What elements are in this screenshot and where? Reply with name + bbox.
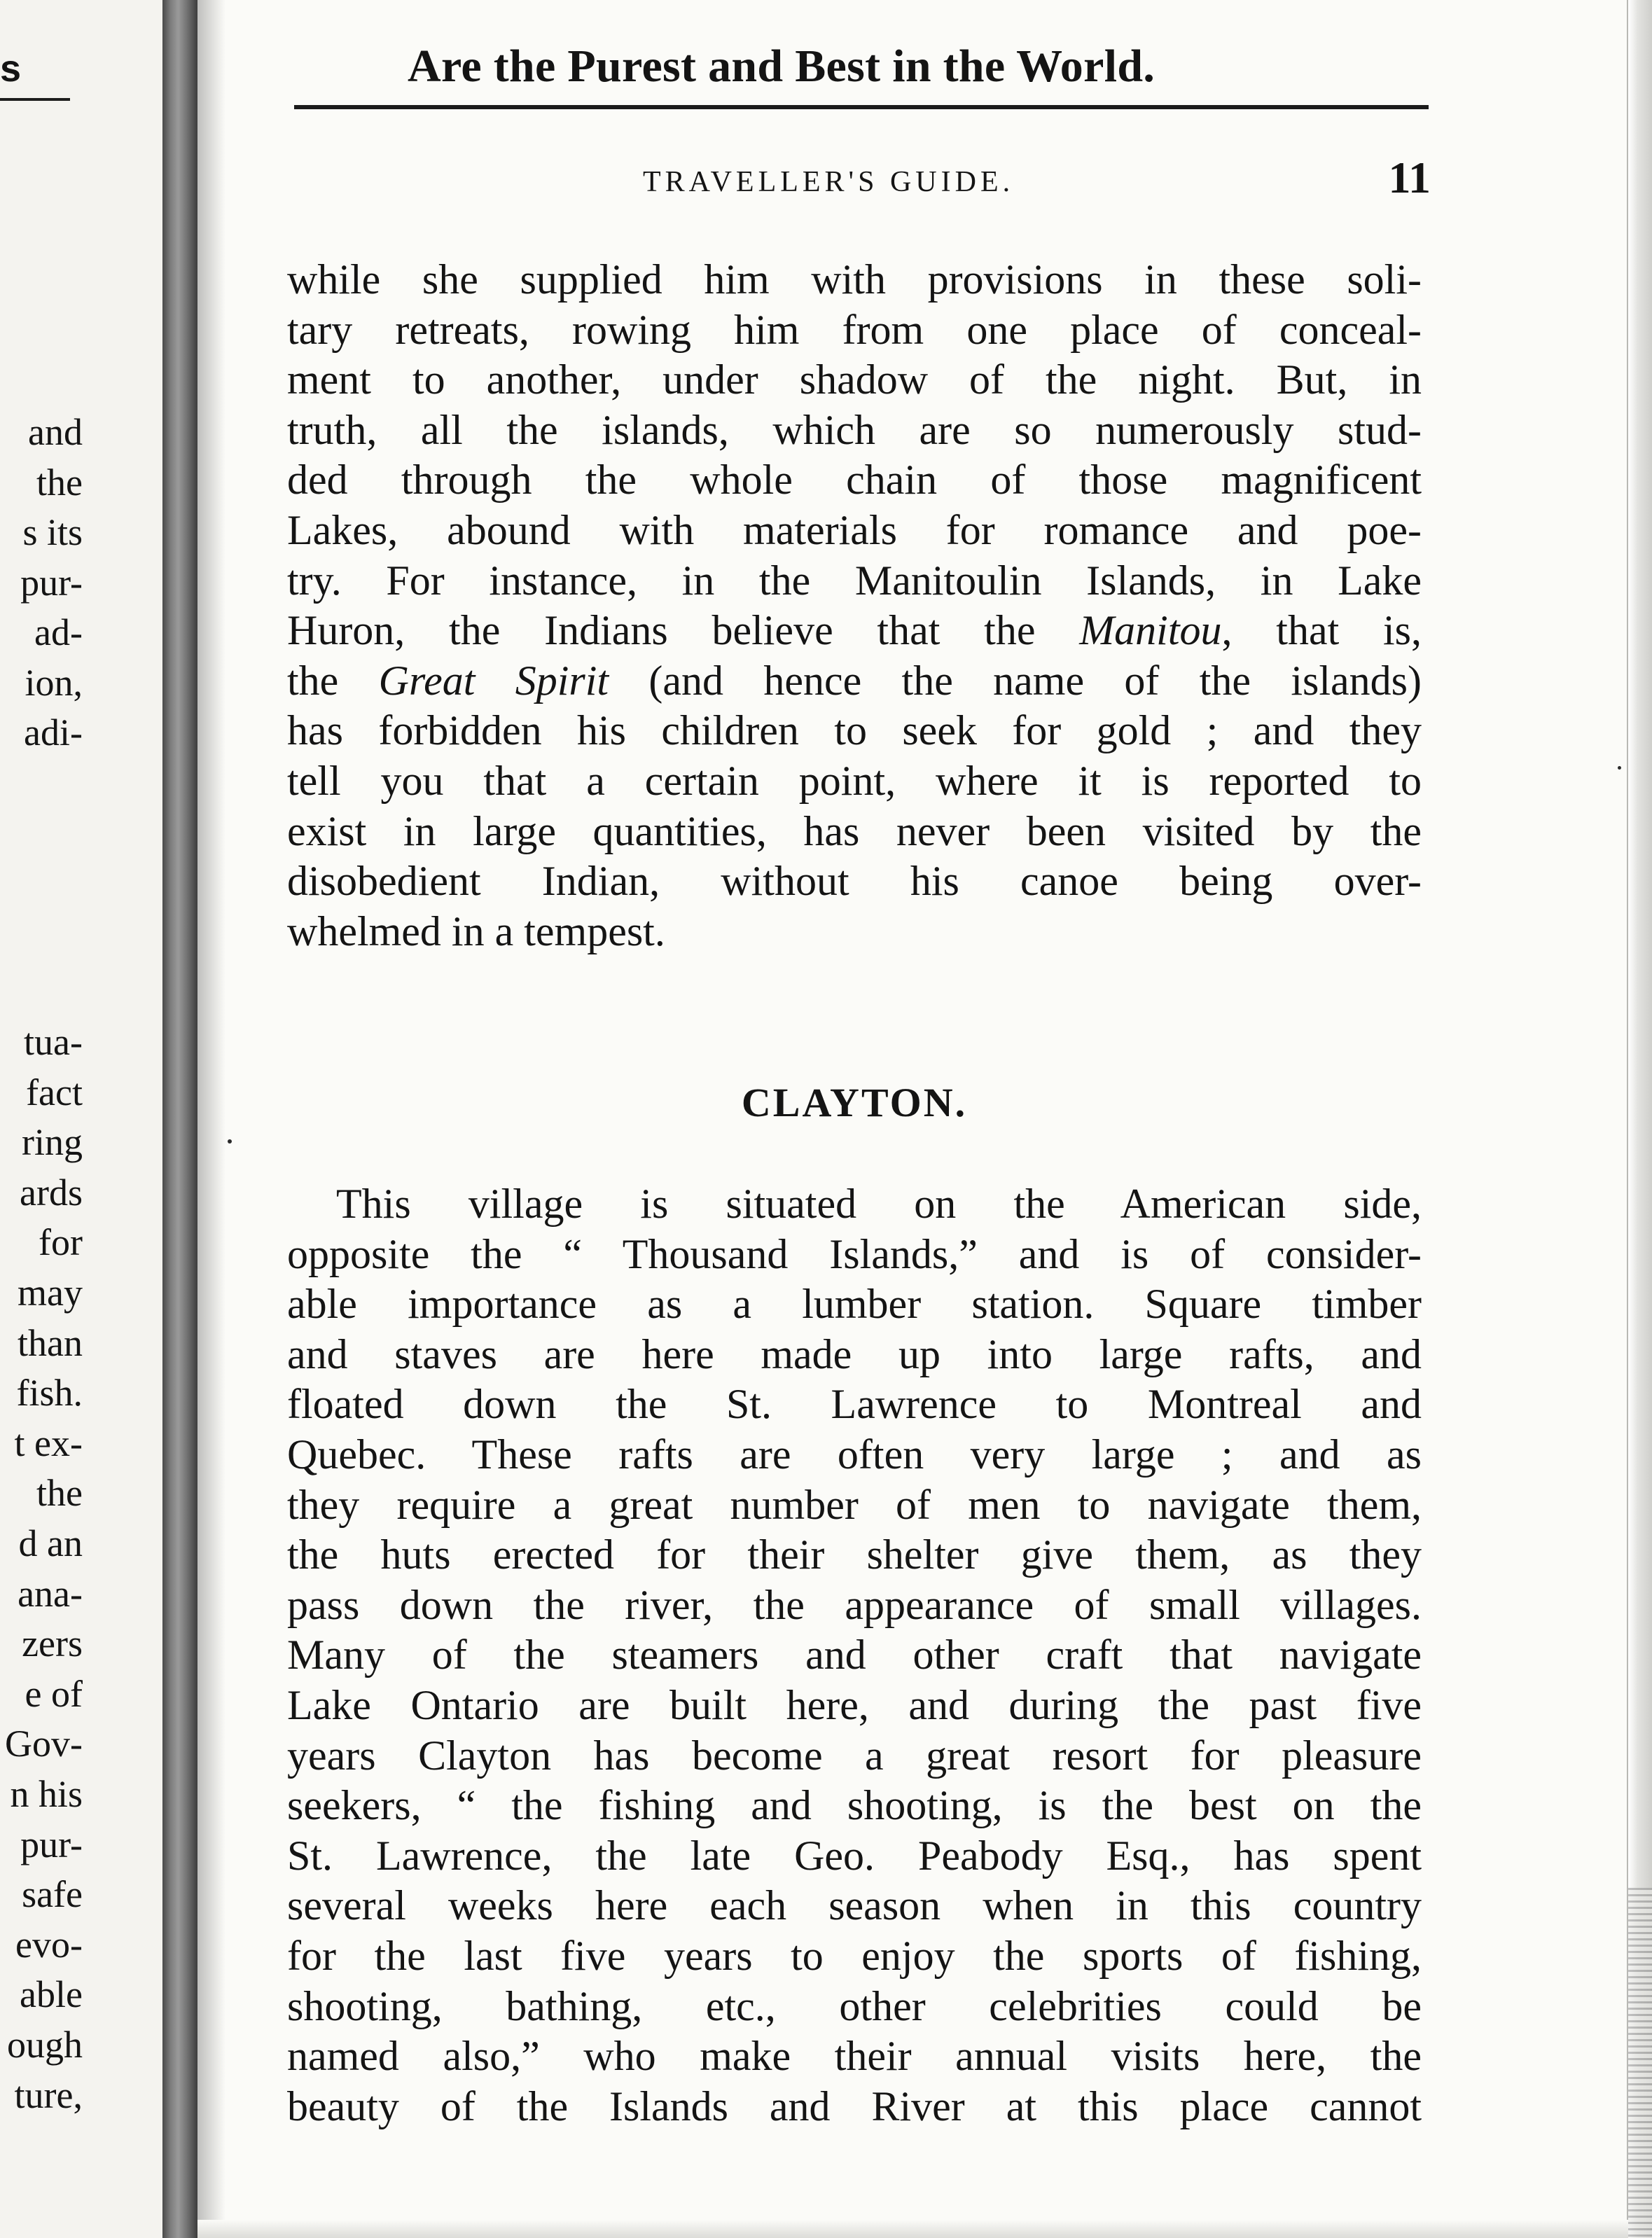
left-text-fragment: the [36, 461, 83, 503]
left-text-fragment: Gov- [5, 1723, 83, 1765]
left-text-fragment: d an [18, 1522, 83, 1564]
text-line: shooting, bathing, etc., other celebrities could be [287, 1982, 1422, 2029]
left-text-fragment: may [18, 1272, 83, 1314]
running-head: Are the Purest and Best in the World. [408, 41, 1155, 92]
italic-term-manitou: Manitou [1079, 607, 1222, 654]
text-line: tell you that a certain point, where it is reported to [287, 757, 1422, 804]
text-line: able importance as a lumber station. Square timber [287, 1281, 1422, 1328]
text-line: for the last five years to enjoy the sports of fishing, [287, 1932, 1422, 1979]
text-line: This village is situated on the American side, [336, 1181, 1422, 1227]
left-text-fragment: adi- [24, 711, 83, 753]
text-line: try. For instance, in the Manitoulin Islands, in Lake [287, 557, 1422, 604]
section-heading: CLAYTON. [741, 1080, 968, 1125]
text-line: beauty of the Islands and River at this place cannot [287, 2083, 1422, 2129]
left-text-fragment: safe [22, 1873, 83, 1916]
text-line: Many of the steamers and other craft that navigate [287, 1632, 1422, 1679]
text-line: Quebec. These rafts are often very large ; and as [287, 1431, 1422, 1478]
left-text-fragment: evo- [15, 1923, 83, 1966]
text-line: they require a great number of men to navigate them, [287, 1481, 1422, 1528]
text-line: disobedient Indian, without his canoe being over- [287, 858, 1422, 905]
left-text-fragment: ion, [25, 661, 83, 704]
italic-term-great-spirit: Great Spirit [378, 657, 609, 704]
left-text-fragment: ring [22, 1121, 83, 1164]
gutter-shadow [197, 0, 225, 2238]
text-run: , that is, [1221, 607, 1422, 654]
left-head-rule [0, 98, 70, 101]
text-line: Lake Ontario are built here, and during the past five [287, 1681, 1422, 1728]
left-text-fragment: t ex- [14, 1422, 83, 1464]
text-run: (and hence the name of the islands) [648, 657, 1422, 704]
text-line: seekers, “ the fishing and shooting, is the best on the [287, 1782, 1422, 1829]
text-line: while she supplied him with provisions in these soli- [287, 256, 1422, 303]
left-text-fragment: zers [22, 1622, 83, 1665]
left-text-fragment: tua- [24, 1021, 83, 1063]
paragraph-2 [287, 1179, 1422, 2132]
text-line-mixed [287, 606, 1422, 656]
page-stack-edge [1628, 1888, 1652, 2238]
text-line: floated down the St. Lawrence to Montreal and [287, 1381, 1422, 1428]
page-number: 11 [1388, 153, 1431, 202]
left-text-fragment: ture, [14, 2073, 83, 2116]
left-text-fragment: pur- [20, 1823, 83, 1865]
left-text-fragment: pur- [20, 561, 83, 604]
left-text-fragment: e of [25, 1672, 83, 1715]
text-line: the huts erected for their shelter give them, as they [287, 1531, 1422, 1578]
text-line: exist in large quantities, has never been visited by the [287, 807, 1422, 854]
left-text-fragment: ad- [34, 611, 83, 653]
scan-speck [1618, 766, 1621, 770]
left-text-fragment: n his [10, 1773, 83, 1815]
left-text-fragment: fact [26, 1071, 83, 1113]
left-text-fragment: and [28, 411, 83, 453]
text-line: truth, all the islands, which are so numerously stud- [287, 406, 1422, 453]
left-text-fragment: for [39, 1221, 83, 1264]
page-bottom-edge [197, 2220, 1628, 2238]
left-running-head-fragment: s [0, 48, 22, 90]
left-text-fragment: ough [7, 2024, 83, 2066]
text-line: and staves are here made up into large rafts, and [287, 1330, 1422, 1377]
text-line-mixed [287, 656, 1422, 707]
text-line: Lakes, abound with materials for romance and poe- [287, 506, 1422, 553]
scan-speck [228, 1139, 232, 1144]
text-line: whelmed in a tempest. [287, 908, 665, 954]
left-text-fragment: than [18, 1321, 83, 1364]
book-gutter [162, 0, 197, 2238]
text-line: named also,” who make their annual visits here, the [287, 2033, 1422, 2080]
left-text-fragment: ards [20, 1171, 83, 1214]
text-run: Huron, the Indians believe that the [287, 607, 1036, 654]
header-rule [294, 105, 1429, 109]
text-line: several weeks here each season when in this country [287, 1882, 1422, 1929]
text-line: St. Lawrence, the late Geo. Peabody Esq., has spent [287, 1832, 1422, 1879]
left-text-fragment: able [20, 1973, 83, 2016]
left-page-fragment [0, 0, 162, 2238]
text-line: pass down the river, the appearance of small villages. [287, 1581, 1422, 1628]
text-run: the [287, 657, 339, 704]
text-line: years Clayton has become a great resort for pleasure [287, 1732, 1422, 1779]
text-line: tary retreats, rowing him from one place of conceal- [287, 306, 1422, 353]
left-text-fragment: ana- [18, 1572, 83, 1615]
paragraph-1 [287, 255, 1422, 957]
text-line: ment to another, under shadow of the night. But, in [287, 356, 1422, 403]
left-text-fragment: fish. [16, 1372, 83, 1415]
guide-title: TRAVELLER'S GUIDE. [643, 166, 1015, 198]
text-line: has forbidden his children to seek for gold ; and they [287, 707, 1422, 754]
text-line: opposite the “ Thousand Islands,” and is of consider- [287, 1230, 1422, 1277]
left-text-fragment: s its [22, 511, 83, 553]
left-text-fragment: the [36, 1472, 83, 1515]
text-line: ded through the whole chain of those magnificent [287, 457, 1422, 503]
